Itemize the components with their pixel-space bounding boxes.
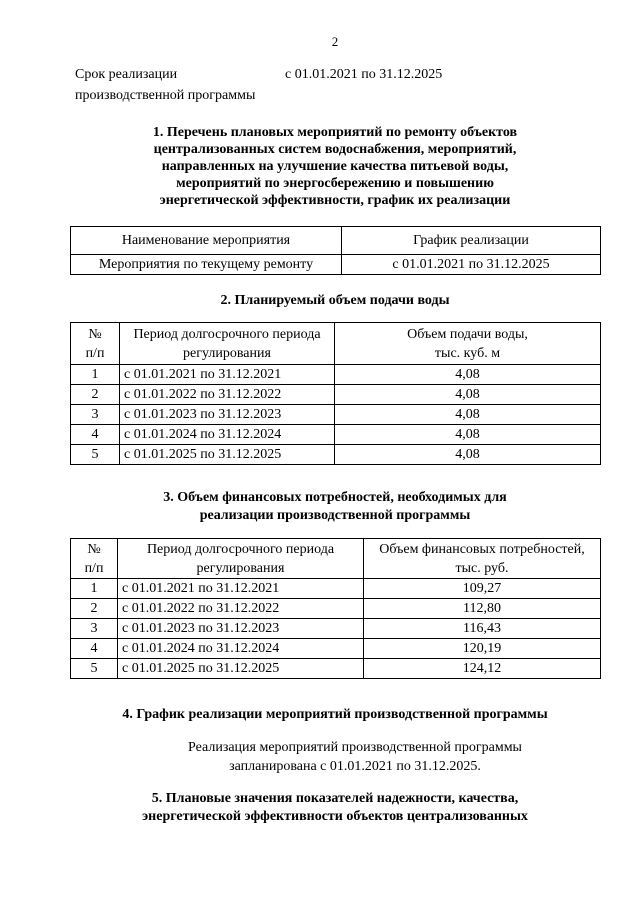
header-period-line2: регулирования (196, 560, 285, 576)
table-row (71, 659, 601, 679)
table-row (71, 579, 601, 599)
row-period: с 01.01.2021 по 31.12.2021 (118, 579, 364, 599)
row-value: 4,08 (335, 445, 601, 465)
row-value: 120,19 (364, 639, 601, 659)
row-num: 3 (71, 405, 120, 425)
header-num (71, 539, 118, 579)
header-num-line1: № (88, 326, 102, 342)
header-activity-name: Наименование мероприятия (71, 227, 342, 255)
section5-title-line: 5. Плановые значения показателей надежности, качества, (151, 791, 519, 806)
section1-title-line: мероприятий по энергосбережению и повышению (176, 176, 494, 191)
row-period: с 01.01.2024 по 31.12.2024 (118, 639, 364, 659)
term-label-line1: Срок реализации (75, 67, 178, 82)
table-row (71, 445, 601, 465)
header-num-line1: № (87, 541, 101, 557)
row-num: 5 (71, 445, 120, 465)
header-num (71, 323, 120, 365)
activity-name-cell: Мероприятия по текущему ремонту (71, 255, 342, 275)
table-header-row (71, 227, 601, 255)
table-row (71, 255, 601, 275)
implementation-term (75, 64, 605, 106)
section3-title-line: реализации производственной программы (199, 508, 471, 523)
header-financial-line2: тыс. руб. (455, 560, 509, 576)
section1-title (70, 124, 600, 209)
section1-title-line: направленных на улучшение качества питьевой воды, (161, 159, 509, 174)
section1-title-line: централизованных систем водоснабжения, мероприятий, (153, 142, 517, 157)
row-period: с 01.01.2021 по 31.12.2021 (120, 365, 335, 385)
table-row (71, 599, 601, 619)
header-period-line1: Период долгосрочного периода (146, 541, 335, 557)
row-num: 5 (71, 659, 118, 679)
row-value: 4,08 (335, 365, 601, 385)
section5-title-line: энергетической эффективности объектов централизованных (142, 809, 528, 824)
table-row (71, 365, 601, 385)
table-row (71, 639, 601, 659)
header-volume (335, 323, 601, 365)
row-num: 2 (71, 599, 118, 619)
section4-text-line2: запланирована с 01.01.2021 по 31.12.2025. (229, 759, 481, 774)
section1-title-line: энергетической эффективности, график их реализации (159, 193, 511, 208)
row-num: 4 (71, 639, 118, 659)
row-value: 124,12 (364, 659, 601, 679)
table-row (71, 385, 601, 405)
header-volume-line2: тыс. куб. м (434, 345, 501, 361)
header-financial (364, 539, 601, 579)
row-value: 109,27 (364, 579, 601, 599)
header-period-line2: регулирования (183, 345, 271, 361)
header-period (118, 539, 364, 579)
row-period: с 01.01.2023 по 31.12.2023 (120, 405, 335, 425)
header-num-line2: п/п (84, 560, 104, 576)
row-value: 112,80 (364, 599, 601, 619)
row-value: 4,08 (335, 385, 601, 405)
table-header-row (71, 539, 601, 579)
table-row (71, 619, 601, 639)
row-period: с 01.01.2025 по 31.12.2025 (120, 445, 335, 465)
section4-title: 4. График реализации мероприятий производственной программы (122, 707, 548, 722)
section4-text (160, 738, 550, 776)
header-volume-line1: Объем подачи воды, (407, 326, 528, 342)
table-header-row (71, 323, 601, 365)
row-period: с 01.01.2022 по 31.12.2022 (120, 385, 335, 405)
row-period: с 01.01.2024 по 31.12.2024 (120, 425, 335, 445)
row-value: 4,08 (335, 425, 601, 445)
row-num: 2 (71, 385, 120, 405)
section5-title (70, 790, 600, 826)
row-period: с 01.01.2023 по 31.12.2023 (118, 619, 364, 639)
header-num-line2: п/п (85, 345, 105, 361)
table-row (71, 425, 601, 445)
row-period: с 01.01.2022 по 31.12.2022 (118, 599, 364, 619)
table-row (71, 405, 601, 425)
section4-text-line1: Реализация мероприятий производственной программы (188, 740, 522, 755)
row-value: 116,43 (364, 619, 601, 639)
row-num: 3 (71, 619, 118, 639)
activity-schedule-cell: с 01.01.2021 по 31.12.2025 (342, 255, 601, 275)
term-label-line2: производственной программы (75, 88, 256, 103)
header-financial-line1: Объем финансовых потребностей, (379, 541, 585, 557)
row-value: 4,08 (335, 405, 601, 425)
activities-table (70, 226, 601, 275)
header-period (120, 323, 335, 365)
term-value: с 01.01.2021 по 31.12.2025 (285, 67, 443, 82)
header-schedule: График реализации (342, 227, 601, 255)
header-period-line1: Период долгосрочного периода (133, 326, 321, 342)
section3-title-line: 3. Объем финансовых потребностей, необходимых для (163, 490, 507, 505)
section1-title-line: 1. Перечень плановых мероприятий по ремонту объектов (152, 125, 518, 140)
row-num: 1 (71, 579, 118, 599)
section2-title: 2. Планируемый объем подачи воды (220, 293, 450, 308)
financial-needs-table (70, 538, 601, 679)
row-num: 4 (71, 425, 120, 445)
row-period: с 01.01.2025 по 31.12.2025 (118, 659, 364, 679)
water-supply-table (70, 322, 601, 465)
row-num: 1 (71, 365, 120, 385)
section3-title (70, 489, 600, 525)
page-number: 2 (331, 34, 339, 49)
